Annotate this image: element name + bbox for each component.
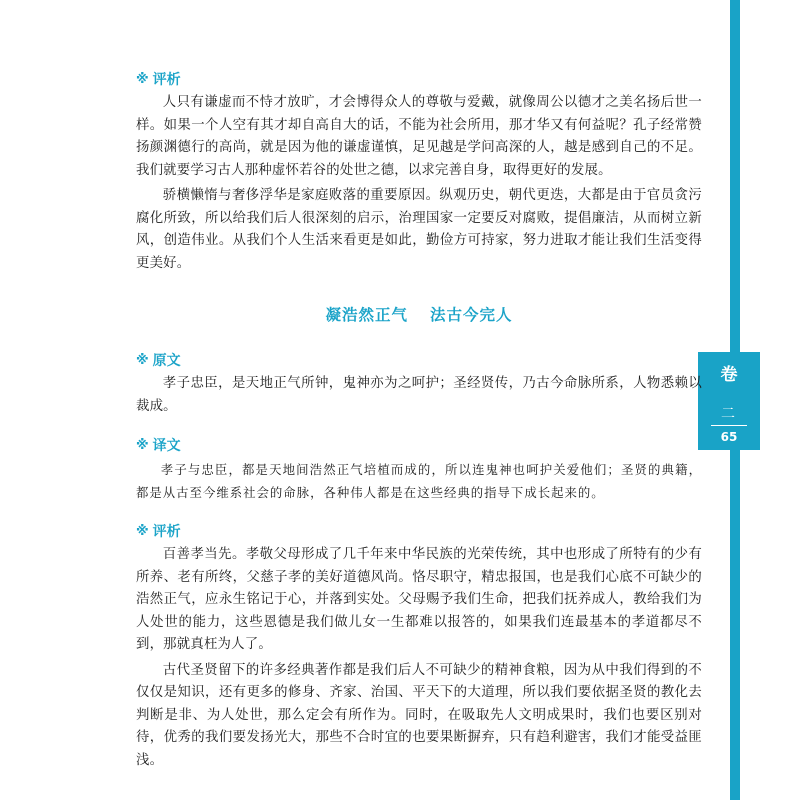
reference-mark-icon: ※ — [136, 524, 149, 539]
reference-mark-icon: ※ — [136, 72, 149, 87]
paragraph: 人只有谦虚而不恃才放旷，才会博得众人的尊敬与爱戴，就像周公以德才之美名扬后世一样。如果一个人空有其才却自高自大的话，不能为社会所用，那才华又有何益呢？孔子经常赞扬颜渊德行的高尚，就是因为他的谦虚谨慎，足见越是学问高深的人，越是感到自己的不足。我们就要学习古人那种虚怀若谷的处世之德，以求完善自身，取得更好的发展。 — [136, 95, 702, 178]
volume-label: 卷 — [720, 365, 738, 385]
section-heading-pingxi-1 — [136, 70, 702, 90]
section-heading-pingxi-2 — [136, 522, 702, 542]
section-heading-yuanwen — [136, 351, 702, 371]
section-heading-label: 译文 — [152, 438, 181, 454]
paragraph: 孝子忠臣，是天地正气所钟，鬼神亦为之呵护；圣经贤传，乃古今命脉所系，人物悉赖以裁成。 — [136, 376, 702, 414]
section-heading-label: 评析 — [152, 72, 181, 88]
reference-mark-icon: ※ — [136, 353, 149, 368]
section-heading-yiwen — [136, 436, 702, 456]
paragraph: 骄横懒惰与奢侈浮华是家庭败落的重要原因。纵观历史，朝代更迭，大都是由于官员贪污腐化所致，所以给我们后人很深刻的启示，治理国家一定要反对腐败，提倡廉洁，从而树立新风，创造伟业。从我们个人生活来看更是如此，勤俭方可持家，努力进取才能让我们生活变得更美好。 — [136, 188, 702, 271]
page-number: 65 — [720, 430, 738, 444]
paragraph-translation: 孝子与忠臣，都是天地间浩然正气培植而成的，所以连鬼神也呵护关爱他们；圣贤的典籍，都是从古至今维系社会的命脉，各种伟人都是在这些经典的指导下成长起来的。 — [136, 462, 702, 500]
paragraph: 古代圣贤留下的许多经典著作都是我们后人不可缺少的精神食粮，因为从中我们得到的不仅仅是知识，还有更多的修身、齐家、治国、平天下的大道理，所以我们要依据圣贤的教化去判断是非、为人处世，那么定会有所作为。同时，在吸取先人文明成果时，我们也要区别对待，优秀的我们要发扬光大，那些不合时宜的也要果断摒弃，只有趋利避害，我们才能受益匪浅。 — [136, 662, 702, 768]
page-content — [136, 70, 702, 772]
chapter-title-left: 凝浩然正气 — [325, 306, 408, 324]
section-heading-label: 评析 — [152, 524, 181, 540]
chapter-title-right: 法古今完人 — [430, 306, 513, 324]
paragraph: 百善孝当先。孝敬父母形成了几千年来中华民族的光荣传统，其中也形成了所特有的少有所养、老有所终，父慈子孝的美好道德风尚。恪尽职守，精忠报国，也是我们心底不可缺少的浩然正气，应永生铭记于心，并落到实处。父母赐予我们生命，把我们抚养成人，教给我们为人处世的能力，这些恩德是我们做儿女一生都难以报答的，如果我们连最基本的孝道都尽不到，那就真枉为人了。 — [136, 547, 702, 652]
volume-number: 二 — [721, 406, 737, 422]
chapter-title — [136, 303, 702, 325]
chapter-tab — [698, 352, 760, 450]
reference-mark-icon: ※ — [136, 438, 149, 453]
section-heading-label: 原文 — [152, 353, 181, 369]
tab-divider — [711, 425, 747, 426]
